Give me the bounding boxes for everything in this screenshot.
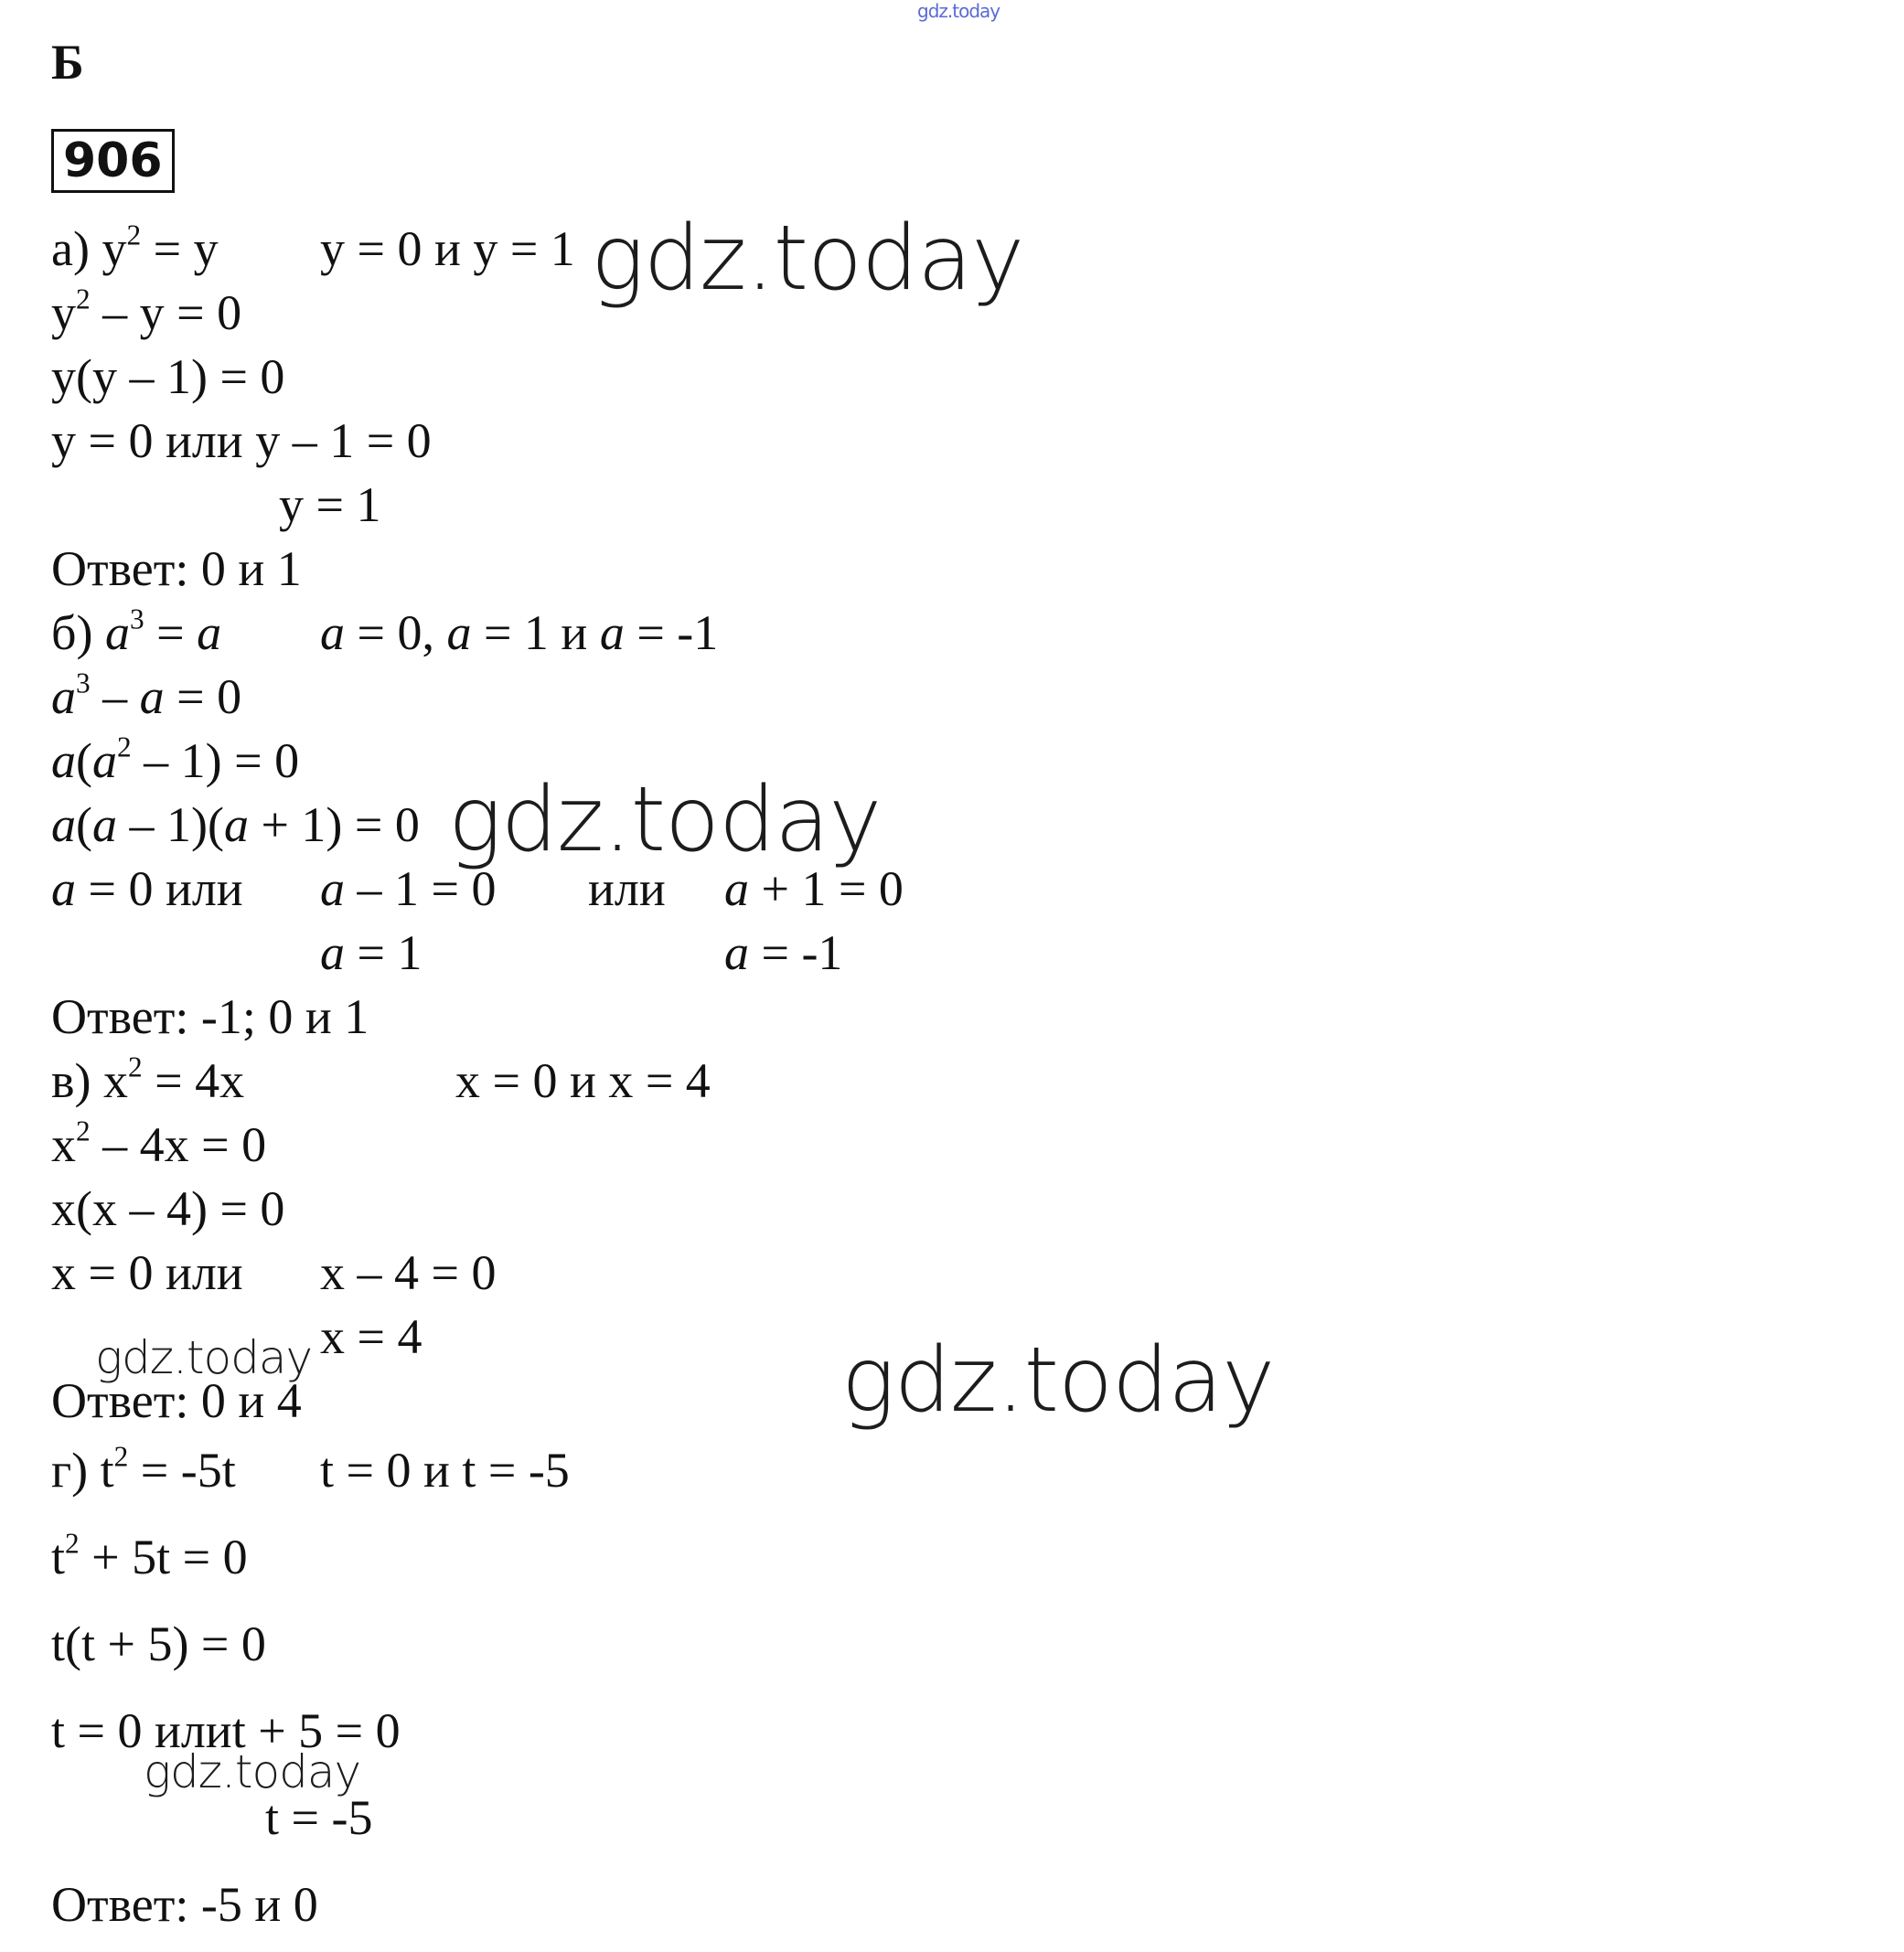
part-a-line-4: y = 0 или y – 1 = 0 [51, 413, 432, 468]
part-a-line-5: y = 1 [279, 477, 381, 532]
watermark-5: gdz.today [144, 1745, 361, 1798]
part-g-line-5: t = -5 [265, 1790, 373, 1845]
watermark-2: gdz.today [448, 768, 882, 872]
watermark-4: gdz.today [95, 1331, 313, 1384]
part-g-line-2: $t^2 + 5t = 0$ [51, 1527, 248, 1584]
part-a-line-2: $y^2 - y = 0$ [51, 283, 242, 340]
part-a-roots: y = 0 и y = 1 [320, 221, 575, 276]
part-a-answer: Ответ: 0 и 1 [51, 541, 302, 596]
site-mark-top: gdz.today [917, 0, 1000, 22]
part-b-line-3: $a(a^2 - 1) = 0$ [51, 731, 300, 788]
watermark-1: gdz.today [591, 207, 1024, 311]
part-b-line-5c: или [588, 861, 666, 916]
part-b-line-6a: a = 1 [320, 925, 423, 980]
part-v-answer: Ответ: 0 и 4 [51, 1373, 302, 1428]
part-b-line-5a: a = 0 или [51, 861, 243, 916]
part-g-line-4: t = 0 илиt + 5 = 0 [51, 1703, 401, 1758]
part-b-roots: a = 0, a = 1 и a = -1 [320, 605, 719, 660]
task-number-box: 906 [51, 129, 175, 193]
part-v-line-1: в) $x^2 = 4x$ [51, 1051, 245, 1108]
part-b-line-5d: a + 1 = 0 [724, 861, 904, 916]
part-g-line-3: t(t + 5) = 0 [51, 1616, 266, 1671]
part-v-line-5: x = 4 [320, 1309, 423, 1364]
part-a-line-3: y(y – 1) = 0 [51, 349, 285, 404]
part-g-line-1: г) $t^2 = -5t$ [51, 1440, 236, 1498]
section-letter: Б [51, 35, 84, 90]
part-b-line-2: $a^3 - a = 0$ [51, 667, 242, 724]
part-b-line-6b: a = -1 [724, 925, 843, 980]
part-b-line-1: б) $a^3 = a$ [51, 603, 222, 660]
part-g-roots: t = 0 и t = -5 [320, 1443, 570, 1498]
part-v-line-2: $x^2 - 4x = 0$ [51, 1115, 267, 1172]
watermark-3: gdz.today [841, 1328, 1275, 1433]
part-v-line-4b: x – 4 = 0 [320, 1245, 497, 1300]
part-b-answer: Ответ: -1; 0 и 1 [51, 989, 369, 1044]
part-b-line-4: a(a – 1)(a + 1) = 0 [51, 797, 420, 852]
part-v-line-3: x(x – 4) = 0 [51, 1181, 285, 1236]
part-g-answer: Ответ: -5 и 0 [51, 1877, 318, 1932]
part-v-line-4a: x = 0 или [51, 1245, 243, 1300]
part-v-roots: x = 0 и x = 4 [455, 1053, 711, 1108]
part-b-line-5b: a – 1 = 0 [320, 861, 497, 916]
part-a-line-1: а) $y^2 = y$ [51, 219, 219, 276]
